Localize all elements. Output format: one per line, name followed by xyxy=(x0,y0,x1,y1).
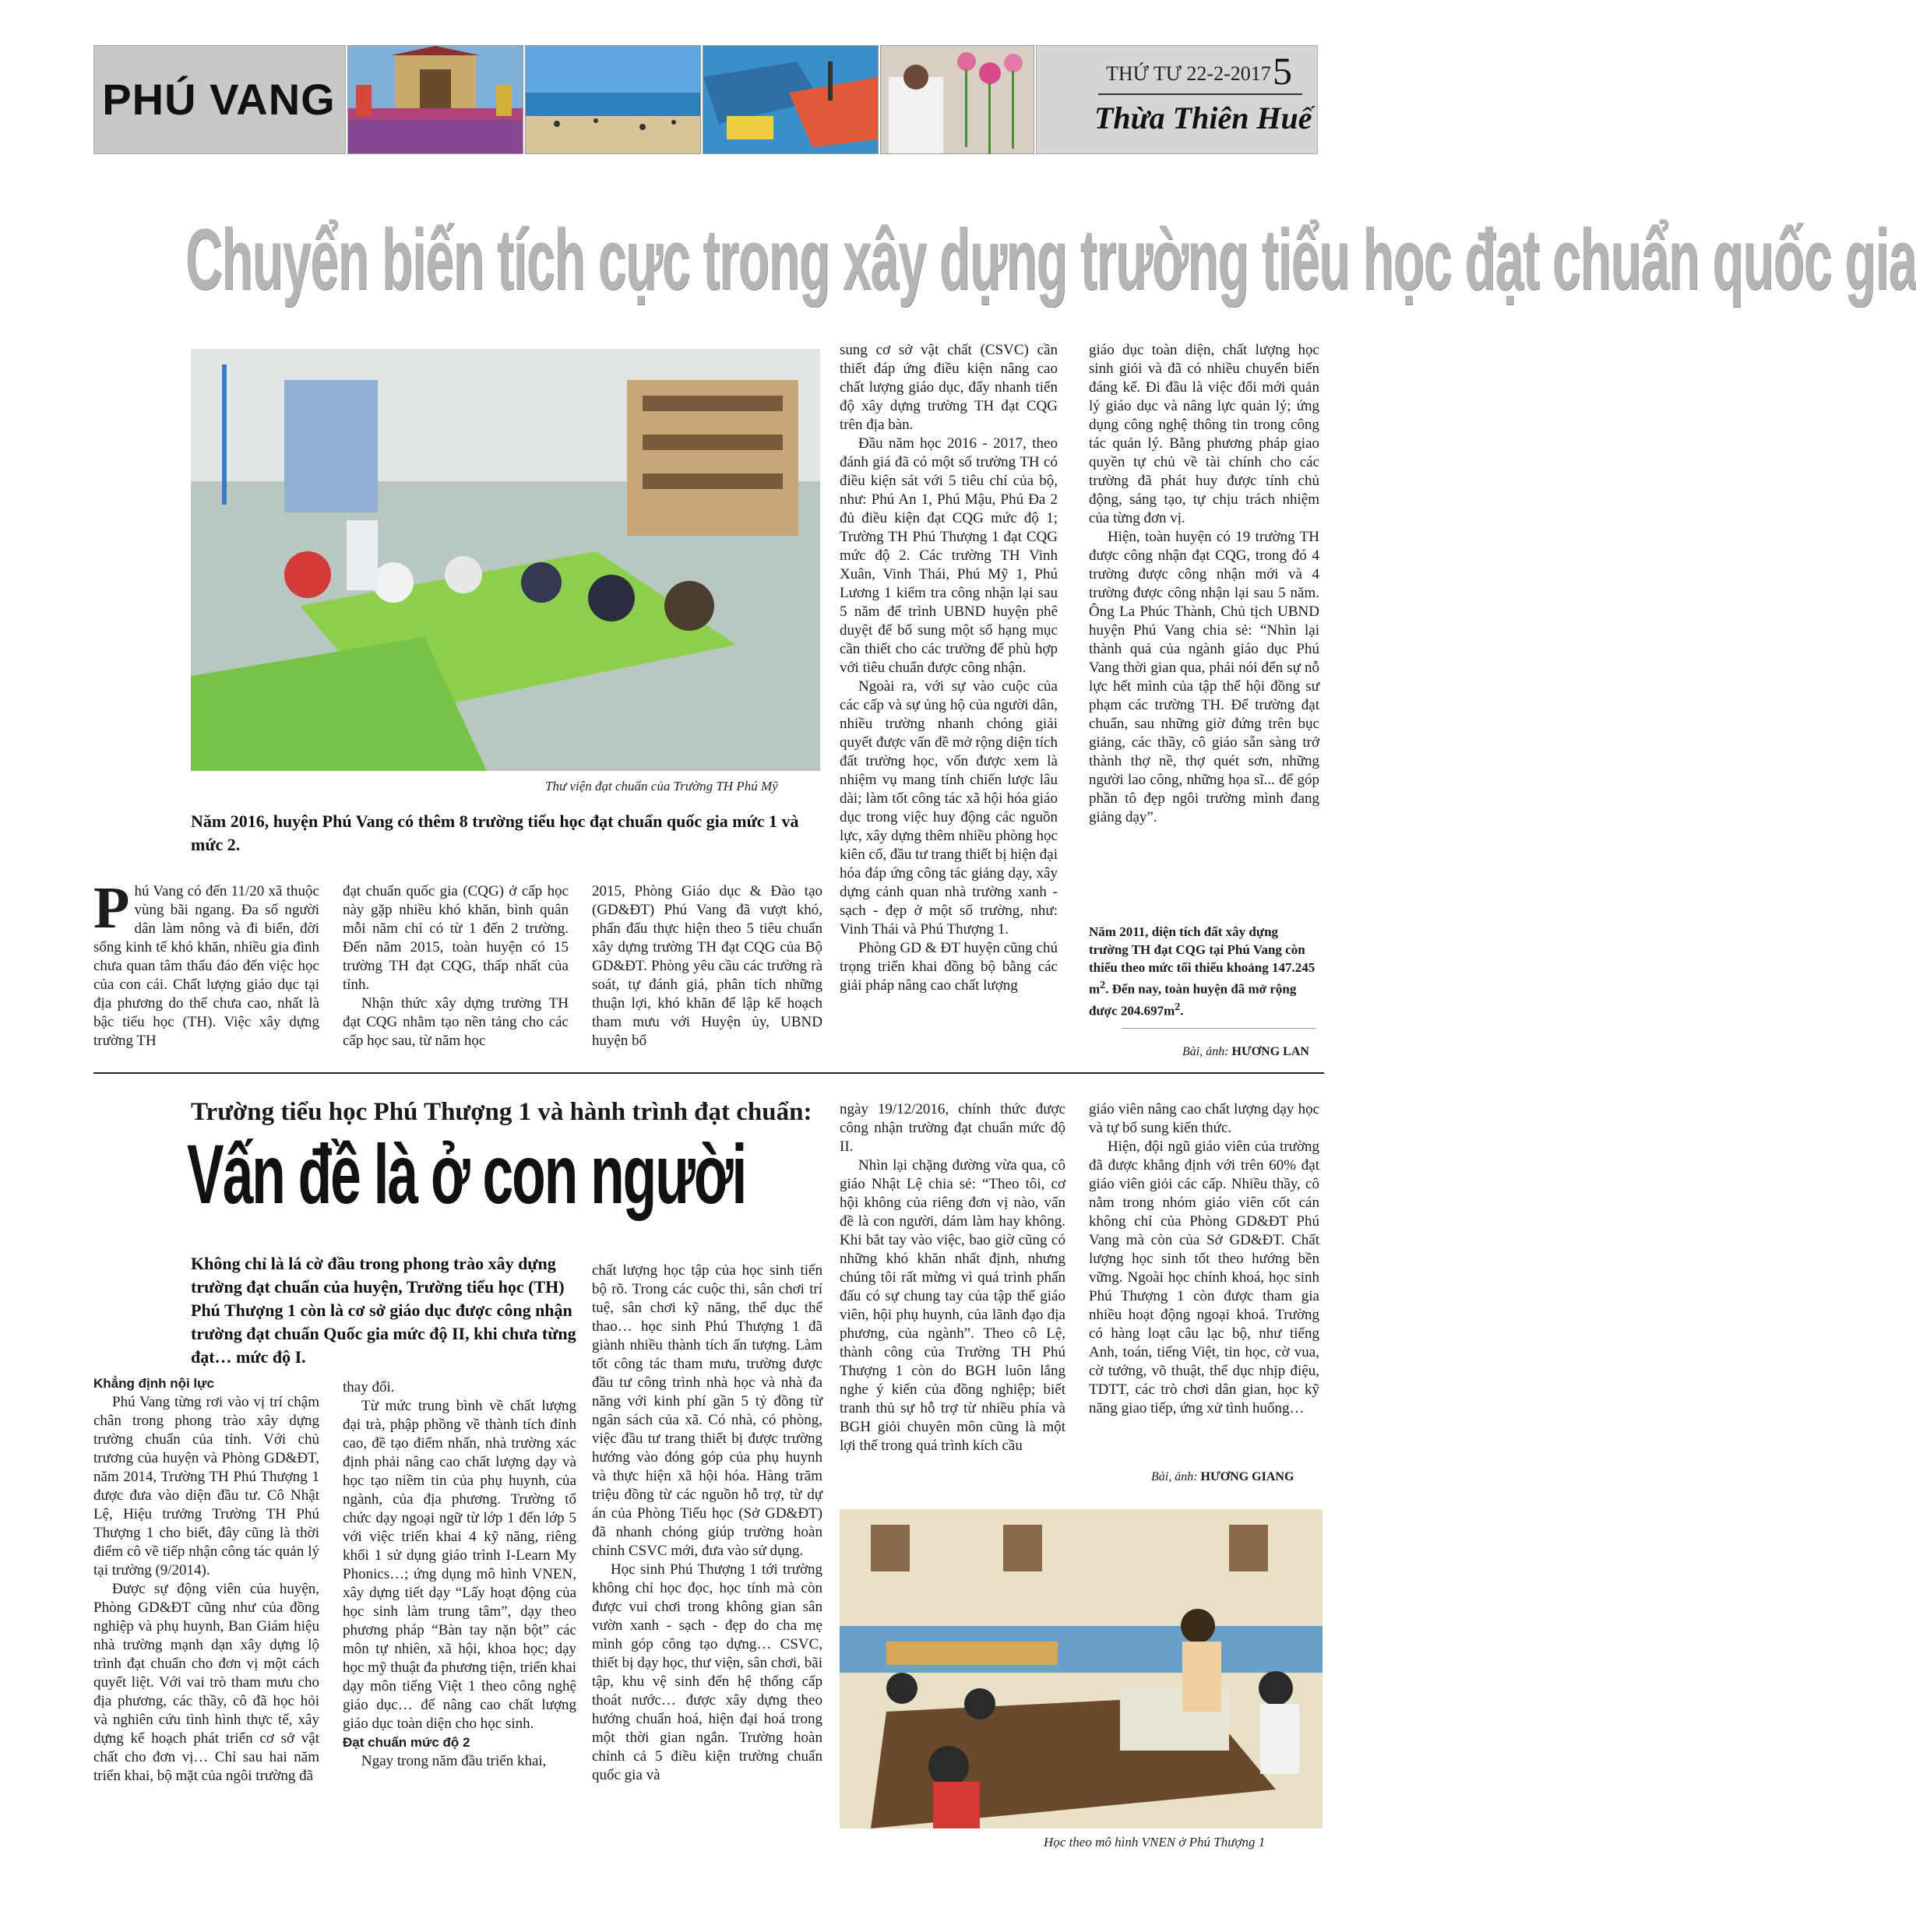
section-name: PHÚ VANG xyxy=(102,74,336,124)
paragraph: Ngay trong năm đầu triển khai, xyxy=(361,1753,547,1769)
paragraph: chất lượng học tập của học sinh tiến bộ rõ. Trong các cuộc thi, sân chơi trí tuệ, sân chơi kỹ năng, thể dục thể thao… học sinh Phú Thượng 1 đã giành nhiều thành tích ấn tượng. Làm tốt công tác tham mưu, trường được đầu tư công trình nhà học và nhà đa năng với kinh phí gần 5 tỷ đồng từ ngân sách của xã. Có nhà, có phòng, việc đầu tư trang thiết bị được trường hướng vào đóng góp của phụ huynh và thực hiện xã hội hóa. Hàng trăm triệu đồng từ các nguồn hỗ trợ, từ dự án của Phòng Tiểu học (Sở GD&ĐT) đã nhanh chóng giúp trường hoàn chỉnh CSVC mới, đưa vào sử dụng. xyxy=(592,1262,822,1559)
article-divider xyxy=(93,1072,1324,1074)
article1-col2 xyxy=(343,882,569,1050)
byline-author: HƯƠNG GIANG xyxy=(1200,1470,1294,1483)
article2-col5 xyxy=(1089,1100,1319,1418)
article1-lead: Năm 2016, huyện Phú Vang có thêm 8 trường tiểu học đạt chuẩn quốc gia mức 1 và mức 2. xyxy=(191,811,799,854)
paragraph: ngày 19/12/2016, chính thức được công nhận trường đạt chuẩn mức độ II. xyxy=(840,1101,1065,1155)
byline-prefix: Bài, ảnh: xyxy=(1182,1045,1229,1058)
article1-byline xyxy=(1182,1045,1309,1059)
header-photo-lotus xyxy=(880,45,1034,154)
paragraph: Phòng GD & ĐT huyện cũng chú trọng triển khai đồng bộ bằng các giải pháp nâng cao chất lượng xyxy=(840,940,1058,994)
article2-kicker: Trường tiểu học Phú Thượng 1 và hành trình đạt chuẩn: xyxy=(191,1098,812,1126)
paragraph: đạt chuẩn quốc gia (CQG) ở cấp học này gặp nhiều khó khăn, bình quân mỗi năm chỉ có từ 1 đến 2 trường. Đến năm 2015, toàn huyện có 15 trường TH đạt CQG, thấp nhất của tỉnh. xyxy=(343,883,569,993)
subhead: Khẳng định nội lực xyxy=(93,1376,214,1391)
article1-headline: Chuyển biến tích cực trong xây dựng trường tiểu học đạt chuẩn quốc gia xyxy=(185,212,1916,308)
paragraph: thay đổi. xyxy=(343,1379,395,1395)
article2-headline: Vấn đề là ở con người xyxy=(187,1127,746,1221)
article1-factbox xyxy=(1089,923,1319,1019)
paragraph: giáo viên nâng cao chất lượng dạy học và tự bổ sung kiến thức. xyxy=(1089,1101,1319,1136)
issue-date: THỨ TƯ 22-2-2017 xyxy=(1106,62,1271,85)
paragraph: Phú Vang từng rơi vào vị trí chậm chân trong phong trào xây dựng trường chuẩn của tỉnh. Với chủ trương của huyện và Phòng GD&ĐT, năm 2014, Trường TH Phú Thượng 1 được đưa vào diện đầu tư. Cô Nhật Lệ, Hiệu trưởng Trường TH Phú Thượng 1 cho biết, đây cũng là thời điểm cô về tiếp nhận công tác quản lý tại trường (9/2014). xyxy=(93,1394,319,1578)
header-photo-boats xyxy=(703,45,879,154)
photo2-caption: Học theo mô hình VNEN ở Phú Thượng 1 xyxy=(1044,1835,1266,1849)
paragraph: Hiện, toàn huyện có 19 trường TH được công nhận đạt CQG, trong đó 4 trường được công nhận mới và 4 trường được công nhận lại sau 5 năm. Ông La Phúc Thành, Chủ tịch UBND huyện Phú Vang chia sẻ: “Nhìn lại thành quả của ngành giáo dục Phú Vang thời gian qua, phải nói đến sự nỗ lực hết mình của tập thể hội đồng sư phạm các trường TH. Để trường đạt chuẩn, sau những giờ đứng trên bục giảng, các thầy, cô giáo sẵn sàng trở thành thợ nề, thợ quét sơn, những người lao công, những họa sĩ... để góp phần tô đẹp ngôi trường mình đang giảng dạy”. xyxy=(1089,529,1319,825)
article1-col4 xyxy=(840,341,1058,995)
paragraph: Nhìn lại chặng đường vừa qua, cô giáo Nhật Lệ chia sẻ: “Theo tôi, cơ hội không của riêng đơn vị nào, vấn đề là con người, dám làm hay không. Khi bắt tay vào việc, bao giờ cũng có những khó khăn nhất định, nhưng chúng tôi rất mừng vì quá trình phấn đấu có sự chung tay của tập thể giáo viên, hội phụ huynh, của lãnh đạo địa phương, của ngành”. Theo cô Lệ, thành công của Trường TH Phú Thượng 1 còn do BGH luôn lắng nghe ý kiến của đồng nghiệp; biết tranh thủ sự hỗ trợ từ nhiều phía và BGH giỏi chuyên môn cũng là một lợi thế trong quá trình kích cầu xyxy=(840,1157,1065,1454)
paper-divider xyxy=(1098,93,1302,95)
paragraph: sung cơ sở vật chất (CSVC) cần thiết đáp ứng điều kiện nâng cao chất lượng giáo dục, đẩy nhanh tiến độ xây dựng trường TH đạt CQG trên địa bàn. xyxy=(840,342,1058,433)
paragraph: Từ mức trung bình về chất lượng đại trà, phập phồng về thành tích đỉnh cao, đề tạo điểm nhấn, nhà trường xác định phải nâng cao chất lượng dạy và học tạo niềm tin của phụ huynh, của ngành, của địa phương. Trường tổ chức dạy ngoại ngữ từ lớp 1 đến lớp 5 với việc triển khai 4 kỹ năng, riêng khối 1 sử dụng giáo trình I-Learn My Phonics…; ứng dụng mô hình VNEN, xây dựng tiết dạy “Lấy hoạt động của học sinh làm trung tâm”, dạy theo phương pháp “Bàn tay nặn bột” các môn tự nhiên, xã hội, khoa học; dạy học mỹ thuật đa phương tiện, triển khai dạy môn tiếng Việt 1 theo công nghệ giáo dục… để nâng cao chất lượng giáo dục toàn diện cho học sinh. xyxy=(343,1398,577,1732)
factbox-text: Năm 2011, diện tích đất xây dựng trường TH đạt CQG tại Phú Vang còn thiếu theo mức tối thiểu khoảng 147.245 m xyxy=(1089,924,1315,997)
factbox-sup: 2 xyxy=(1100,979,1106,991)
article2-col1 xyxy=(93,1374,319,1786)
paper-name: Thừa Thiên Huế xyxy=(1094,100,1312,135)
byline-prefix: Bài, ảnh: xyxy=(1151,1470,1198,1483)
article2-byline xyxy=(1151,1470,1294,1484)
article2-col4 xyxy=(840,1100,1065,1455)
page-number: 5 xyxy=(1273,49,1292,93)
paragraph: Đầu năm học 2016 - 2017, theo đánh giá đã có một số trường TH có điều kiện sát với 5 tiêu chí của bộ, như: Phú An 1, Phú Mậu, Phú Đa 2 đủ điều kiện đạt CQG mức độ 1; Trường TH Phú Thượng 1 đạt CQG mức độ 2. Các trường TH Vinh Xuân, Vinh Thái, Phú Mỹ 1, Phú Lương 1 kiểm tra công nhận lại sau 5 năm để trình UBND huyện phê duyệt để bổ sung một số hạng mục cần thiết cho các trường để phù hợp với tiêu chuẩn được công nhận. xyxy=(840,435,1058,676)
photo1-caption: Thư viện đạt chuẩn của Trường TH Phú Mỹ xyxy=(545,779,778,794)
article2-col2 xyxy=(343,1378,576,1771)
paragraph: Được sự động viên của huyện, Phòng GD&ĐT cũng như của đồng nghiệp và phụ huynh, Ban Giám hiệu nhà trường mạnh dạn xây dựng lộ trình đạt chuẩn cho đơn vị một cách quyết liệt. Với vai trò tham mưu cho địa phương, các thầy, cô đã học hỏi và nghiên cứu tình hình thực tế, xây dựng kế hoạch phát triển cơ sở vật chất cho đơn vị… Chỉ sau hai năm triển khai, bộ mặt của ngôi trường đã xyxy=(93,1581,319,1784)
article1-col1 xyxy=(93,875,319,1050)
paragraph: Ngoài ra, với sự vào cuộc của các cấp và sự ủng hộ của người dân, nhiều trường nhanh chóng giải quyết được vấn đề mở rộng diện tích đất trường học, vốn được xem là nhiệm vụ mang tính chiến lược lâu dài; làm tốt công tác xã hội hóa giáo dục trong việc huy động các nguồn lực, xây dựng thêm nhiều phòng học kiên cố, đầu tư trang thiết bị hiện đại hóa đáp ứng công tác giảng dạy, xây dựng cảnh quan nhà trường xanh - sạch - đẹp ở một số trường, như: Vinh Thái và Phú Thượng 1. xyxy=(840,678,1058,938)
article2-lead: Không chỉ là lá cờ đầu trong phong trào xây dựng trường đạt chuẩn của huyện, Trường tiểu học (TH) Phú Thượng 1 còn là cơ sở giáo dục được công nhận trường đạt chuẩn Quốc gia mức độ II, khi chưa từng đạt… mức độ I. xyxy=(191,1254,576,1367)
byline-author: HƯƠNG LAN xyxy=(1231,1045,1309,1058)
paragraph: Hiện, đội ngũ giáo viên của trường đã được khẳng định với trên 60% đạt giáo viên giỏi các cấp. Nhiều thầy, cô nằm trong nhóm giáo viên cốt cán không chỉ của Phòng GD&ĐT Phú Vang mà còn của Sở GD&ĐT. Chất lượng học sinh tốt theo hướng bền vững. Ngoài học chính khoá, học sinh Phú Thượng 1 còn được tham gia nhiều hoạt động ngoại khoá. Trường có hàng loạt câu lạc bộ, như tiếng Anh, toán, tiếng Việt, tin học, cờ vua, cờ tướng, võ thuật, thể dục nhịp điệu, TDTT, các trò chơi dân gian, học kỹ năng giao tiếp, ứng xử tình huống… xyxy=(1089,1138,1319,1416)
paragraph: Học sinh Phú Thượng 1 tới trường không chỉ học đọc, học tính mà còn được vui chơi trong không gian sân vườn xanh - sạch - đẹp do cha mẹ mình góp công tạo dựng… CSVC, thiết bị dạy học, thư viện, sân chơi, bãi tập, khu vệ sinh đến hệ thống cấp thoát nước… được xây dựng theo hướng chuẩn hoá, hiện đại hoá trong một thời gian ngắn. Trường hoàn chỉnh cả 5 điều kiện trường chuẩn quốc gia và xyxy=(592,1561,822,1783)
factbox-rule xyxy=(1122,1028,1316,1029)
factbox-text: . xyxy=(1180,1003,1184,1019)
header-photo-beach xyxy=(525,45,701,154)
article1-col5 xyxy=(1089,341,1319,827)
article2-col3 xyxy=(592,1262,822,1785)
paragraph: giáo dục toàn diện, chất lượng học sinh giỏi và đã có nhiều chuyển biến đáng kể. Đi đầu là việc đổi mới quản lý giáo dục và nâng lực quản lý; ứng dụng công nghệ thông tin trong công tác quản lý. Bằng phương pháp giao quyền tự chủ về tài chính cho các trường đã phát huy được tính chủ động, sáng tạo, tự chịu trách nhiệm của từng đơn vị. xyxy=(1089,342,1319,526)
header-photo-festival xyxy=(347,45,523,154)
library-photo xyxy=(191,349,820,771)
article1-col3 xyxy=(592,882,822,1050)
classroom-photo xyxy=(840,1509,1323,1828)
paragraph: 2015, Phòng Giáo dục & Đào tạo (GD&ĐT) Phú Vang đã vượt khó, phấn đấu thực hiện theo 5 tiêu chuẩn xây dựng trường TH đạt CQG của Bộ GD&ĐT. Phòng yêu cầu các trường rà soát, tự đánh giá, phân tích những thuận lợi, khó khăn để lập kế hoạch tham mưu với Huyện ủy, UBND huyện bổ xyxy=(592,883,822,1049)
paragraph: Nhận thức xây dựng trường TH đạt CQG nhằm tạo nền tảng cho các cấp học sau, từ năm học xyxy=(343,995,569,1049)
factbox-sup: 2 xyxy=(1175,1000,1181,1013)
factbox-text: . Đến nay, toàn huyện đã mở rộng được 204.697m xyxy=(1089,981,1297,1019)
dropcap: P xyxy=(93,875,130,941)
subhead: Đạt chuẩn mức độ 2 xyxy=(343,1735,470,1750)
article1-col1-text: hú Vang có đến 11/20 xã thuộc vùng bãi ngang. Đa số người dân làm nông và đi biển, đời sống kinh tế khó khăn, nhiều gia đình chưa quan tâm thấu đáo đến việc học của con cái. Chất lượng giáo dục tại địa phương do thế chưa cao, nhất là bậc tiểu học (TH). Việc xây dựng trường TH xyxy=(93,883,319,1049)
